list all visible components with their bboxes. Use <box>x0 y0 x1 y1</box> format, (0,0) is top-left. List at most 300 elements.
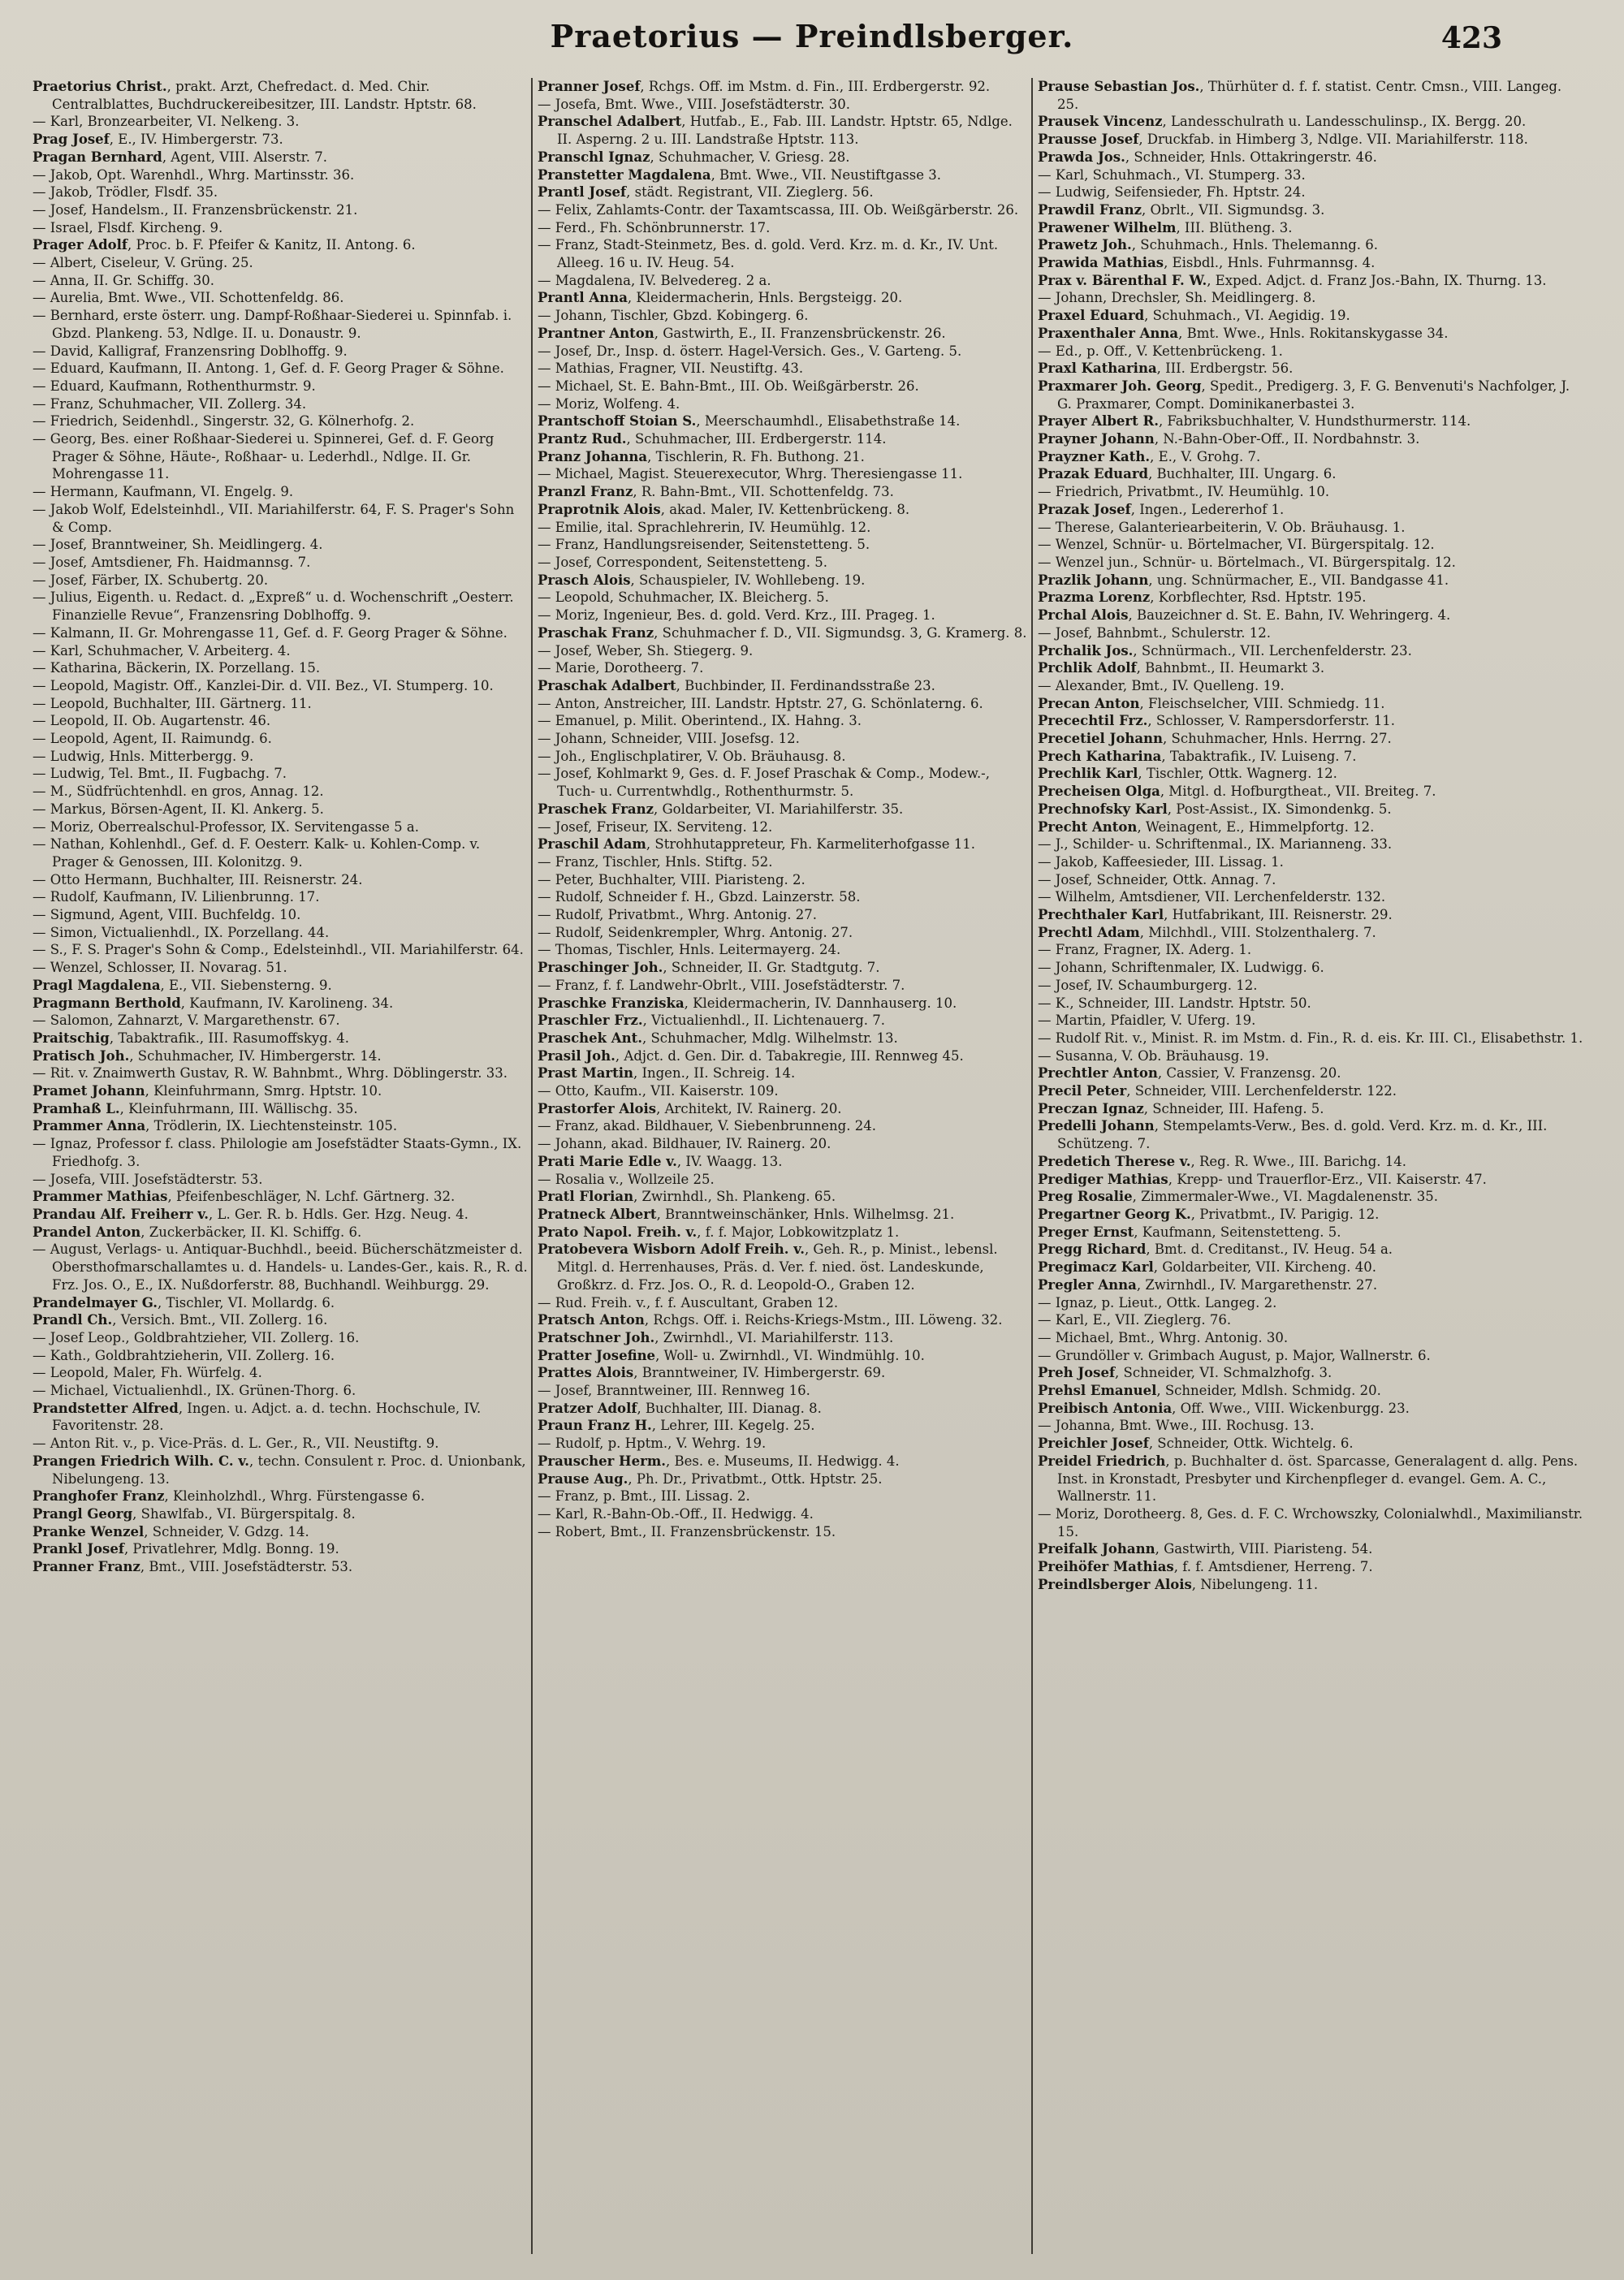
directory-entry <box>538 1047 1029 1065</box>
entry-details: — M., Südfrüchtenhdl. en gros, Annag. 12. <box>32 784 324 800</box>
directory-entry <box>1038 307 1583 325</box>
directory-entry <box>32 871 528 889</box>
entry-details: , Bes. e. Museums, II. Hedwigg. 4. <box>666 1453 900 1469</box>
entry-details: , Geh. R., p. Minist., lebensl. Mitgl. d. Herrenhauses, Präs. d. Ver. f. nied. öst. Landeskunde, Großkrz. d. Frz. Jos. O., R. d. Leopold-O., Graben 12. <box>557 1241 998 1293</box>
directory-entry <box>538 1505 1029 1523</box>
directory-entry <box>1038 1012 1583 1030</box>
entry-details: — Magdalena, IV. Belvedereg. 2 a. <box>538 272 771 288</box>
entry-name: Praschek Franz <box>538 801 654 817</box>
entry-name: Prandau Alf. Freiherr v. <box>32 1207 209 1222</box>
directory-entry <box>538 113 1029 148</box>
directory-entry <box>1038 589 1583 607</box>
entry-details: — Otto Hermann, Buchhalter, III. Reisnerstr. 24. <box>32 871 363 887</box>
directory-entry <box>1038 906 1583 924</box>
directory-entry <box>1038 765 1583 783</box>
entry-details: — Mathias, Fragner, VII. Neustiftg. 43. <box>538 361 804 377</box>
entry-details: — Wenzel, Schnür- u. Börtelmacher, VI. Bürgerspitalg. 12. <box>1038 537 1435 553</box>
directory-entry <box>32 1523 528 1541</box>
entry-name: Pratzer Adolf <box>538 1400 637 1416</box>
directory-entry <box>32 1505 528 1523</box>
entry-details: , Privatbmt., IV. Parigig. 12. <box>1190 1207 1380 1222</box>
entry-details: , Buchbinder, II. Ferdinandsstraße 23. <box>676 677 935 693</box>
entry-details: , Obrlt., VII. Sigmundsg. 3. <box>1142 201 1325 218</box>
entry-details: — Kath., Goldbrahtzieherin, VII. Zollerg. 16. <box>32 1347 335 1363</box>
directory-entry <box>538 289 1029 307</box>
entry-details: , Schneider, III. Hafeng. 5. <box>1143 1100 1324 1116</box>
entry-details: , Strohhutappreteur, Fh. Karmeliterhofgasse 11. <box>646 836 975 853</box>
directory-entry <box>1038 1382 1583 1400</box>
entry-details: — Markus, Börsen-Agent, II. Kl. Ankerg. 5. <box>32 801 324 817</box>
entry-name: Preg Rosalie <box>1038 1189 1133 1205</box>
entry-name: Pratneck Albert <box>538 1207 657 1222</box>
directory-entry <box>538 730 1029 748</box>
directory-entry <box>538 888 1029 906</box>
entry-details: , Thürhüter d. f. f. statist. Centr. Cmsn., VIII. Langeg. 25. <box>1057 79 1562 112</box>
directory-entry <box>538 395 1029 413</box>
directory-entry <box>538 712 1029 730</box>
entry-details: , Tischler, Ottk. Wagnerg. 12. <box>1138 766 1337 782</box>
entry-details: — Kalmann, II. Gr. Mohrengasse 11, Gef. d. F. Georg Prager & Söhne. <box>32 624 508 641</box>
directory-entry <box>1038 1259 1583 1276</box>
directory-entry <box>1038 642 1583 660</box>
directory-entry <box>538 572 1029 589</box>
directory-entry <box>538 941 1029 959</box>
directory-entry <box>1038 360 1583 378</box>
directory-entry <box>32 677 528 695</box>
entry-name: Preifalk Johann <box>1038 1541 1155 1557</box>
directory-entry <box>32 836 528 870</box>
directory-entry <box>32 1171 528 1189</box>
directory-entry <box>32 1012 528 1030</box>
directory-entry <box>538 78 1029 96</box>
entry-details: , Kleinfuhrmann, Smrg. Hptstr. 10. <box>145 1083 382 1099</box>
entry-details: , Weinagent, E., Himmelpfortg. 12. <box>1137 818 1375 835</box>
page-title: Praetorius — Preindlsberger. <box>550 18 1074 54</box>
entry-details: , Schnürmach., VII. Lerchenfelderstr. 23. <box>1133 642 1412 659</box>
directory-entry <box>538 465 1029 483</box>
directory-entry <box>1038 1453 1583 1505</box>
entry-name: Pranner Josef <box>538 79 641 94</box>
entry-details: — Johann, akad. Bildhauer, IV. Rainerg. 20. <box>538 1136 831 1152</box>
directory-entry <box>1038 1540 1583 1558</box>
directory-entry <box>538 1064 1029 1082</box>
entry-details: — Michael, Magist. Steuerexecutor, Whrg. Theresiengasse 11. <box>538 466 963 482</box>
entry-details: , Bmt., VIII. Josefstädterstr. 53. <box>140 1559 353 1575</box>
directory-entry <box>32 1241 528 1293</box>
entry-details: , Privatlehrer, Mdlg. Bonng. 19. <box>123 1541 339 1557</box>
directory-entry <box>32 1224 528 1241</box>
entry-details: , Cassier, V. Franzensg. 20. <box>1157 1065 1341 1082</box>
directory-entry <box>1038 1117 1583 1152</box>
entry-details: , Victualienhdl., II. Lichtenauerg. 7. <box>642 1013 885 1029</box>
entry-details: , Schneider, VIII. Lerchenfelderstr. 122. <box>1126 1083 1397 1099</box>
directory-entry <box>1038 677 1583 695</box>
entry-details: — Leopold, Agent, II. Raimundg. 6. <box>32 731 272 747</box>
entry-name: Pratl Florian <box>538 1189 634 1205</box>
entry-details: — Rudolf Rit. v., Minist. R. im Mstm. d. Fin., R. d. eis. Kr. III. Cl., Elisabethstr. 1. <box>1038 1030 1583 1046</box>
entry-details: , Bmt. Wwe., VII. Neustiftgasse 3. <box>710 166 941 183</box>
entry-details: , Ph. Dr., Privatbmt., Ottk. Hptstr. 25. <box>628 1470 883 1487</box>
entry-details: , Krepp- und Trauerflor-Erz., VII. Kaiserstr. 47. <box>1168 1171 1487 1187</box>
entry-details: — Martin, Pfaidler, V. Uferg. 19. <box>1038 1013 1256 1029</box>
directory-entry <box>32 1540 528 1558</box>
directory-entry <box>32 236 528 254</box>
entry-name: Prechtl Adam <box>1038 924 1140 940</box>
directory-entry <box>32 219 528 237</box>
entry-name: Pragmann Berthold <box>32 995 181 1011</box>
entry-name: Preczan Ignaz <box>1038 1100 1144 1116</box>
entry-name: Pregimacz Karl <box>1038 1259 1154 1276</box>
directory-entry <box>32 1558 528 1576</box>
entry-details: , Kaufmann, Seitenstetteng. 5. <box>1134 1224 1341 1240</box>
directory-entry <box>538 748 1029 766</box>
directory-entry <box>1038 1224 1583 1241</box>
entry-details: — Franz, akad. Bildhauer, V. Siebenbrunneng. 24. <box>538 1118 876 1134</box>
entry-details: — Franz, p. Bmt., III. Lissag. 2. <box>538 1488 750 1505</box>
directory-entry <box>32 1488 528 1505</box>
directory-entry <box>538 695 1029 713</box>
directory-entry <box>538 959 1029 977</box>
directory-entry <box>32 1453 528 1488</box>
directory-entry <box>1038 519 1583 537</box>
directory-entry <box>538 1294 1029 1312</box>
directory-entry <box>538 818 1029 836</box>
directory-entry <box>1038 1153 1583 1171</box>
entry-name: Prehsl Emanuel <box>1038 1383 1157 1399</box>
entry-name: Preihöfer Mathias <box>1038 1559 1174 1575</box>
entry-details: — Ed., p. Off., V. Kettenbrückeng. 1. <box>1038 343 1283 359</box>
directory-entry <box>1038 624 1583 642</box>
entry-details: — Jakob, Kaffeesieder, III. Lissag. 1. <box>1038 853 1284 870</box>
directory-entry <box>32 254 528 272</box>
entry-name: Praschek Ant. <box>538 1030 642 1046</box>
entry-details: — Alexander, Bmt., IV. Quelleng. 19. <box>1038 677 1285 693</box>
entry-details: — David, Kalligraf, Franzensring Doblhoffg. 9. <box>32 343 348 359</box>
entry-details: — Simon, Victualienhdl., IX. Porzellang. 44. <box>32 924 330 940</box>
entry-name: Praxenthaler Anna <box>1038 325 1179 341</box>
directory-entry <box>1038 730 1583 748</box>
entry-details: , prakt. Arzt, Chefredact. d. Med. Chir. Centralblattes, Buchdruckereibesitzer, III. Landstr. Hptstr. 68. <box>52 79 477 112</box>
entry-details: — Albert, Ciseleur, V. Grüng. 25. <box>32 255 253 271</box>
entry-details: , Shawlfab., VI. Bürgerspitalg. 8. <box>132 1505 356 1522</box>
entry-details: — Rudolf, p. Hptm., V. Wehrg. 19. <box>538 1436 767 1452</box>
column-2 <box>538 78 1029 2258</box>
directory-entry <box>32 977 528 995</box>
entry-name: Pratschner Joh. <box>538 1329 655 1345</box>
directory-entry <box>1038 1047 1583 1065</box>
entry-details: , Fleischselcher, VIII. Schmiedg. 11. <box>1139 695 1385 711</box>
column-3 <box>1038 78 1583 2258</box>
entry-name: Praun Franz H. <box>538 1418 652 1434</box>
entry-details: — Ignaz, Professor f. class. Philologie am Josefstädter Staats-Gymn., IX. Friedhofg. 3. <box>32 1136 522 1169</box>
directory-entry <box>538 1012 1029 1030</box>
entry-details: , Schneider, II. Gr. Stadtgutg. 7. <box>663 960 880 976</box>
entry-details: , Lehrer, III. Kegelg. 25. <box>651 1418 815 1434</box>
directory-entry <box>538 360 1029 378</box>
entry-details: , Schneider, VI. Schmalzhofg. 3. <box>1115 1365 1332 1381</box>
directory-entry <box>538 1435 1029 1453</box>
directory-entry <box>538 219 1029 237</box>
directory-entry <box>538 906 1029 924</box>
entry-details: , Schuhmacher, Mdlg. Wilhelmstr. 13. <box>641 1030 898 1046</box>
entry-name: Prandstetter Alfred <box>32 1400 179 1416</box>
entry-name: Pragl Magdalena <box>32 977 161 993</box>
entry-name: Praitschig <box>32 1030 110 1046</box>
entry-details: — Franz, f. f. Landwehr-Obrlt., VIII. Josefstädterstr. 7. <box>538 977 905 993</box>
entry-details: — Emanuel, p. Milit. Oberintend., IX. Hahng. 3. <box>538 713 862 729</box>
directory-entry <box>1038 748 1583 766</box>
directory-entry <box>1038 149 1583 166</box>
entry-details: — Josef, Schneider, Ottk. Annag. 7. <box>1038 871 1276 887</box>
entry-details: , Eisbdl., Hnls. Fuhrmannsg. 4. <box>1164 255 1376 271</box>
entry-name: Prastorfer Alois <box>538 1100 657 1116</box>
directory-entry <box>1038 219 1583 237</box>
entry-details: — Rudolf, Privatbmt., Whrg. Antonig. 27. <box>538 907 818 923</box>
entry-details: , Tabaktrafik., III. Rasumoffskyg. 4. <box>109 1030 350 1046</box>
entry-details: , Schuhmach., Hnls. Thelemanng. 6. <box>1131 237 1379 253</box>
entry-name: Preichler Josef <box>1038 1436 1149 1452</box>
entry-name: Prawetz Joh. <box>1038 237 1132 253</box>
entry-name: Pratobevera Wisborn Adolf Freih. v. <box>538 1241 805 1258</box>
entry-details: — Josef, Kohlmarkt 9, Ges. d. F. Josef Praschak & Comp., Modew.-, Tuch- u. Currentwhdlg., Rothenthurmstr. 5. <box>538 766 991 800</box>
directory-entry <box>1038 695 1583 713</box>
entry-details: , Stempelamts-Verw., Bes. d. gold. Verd. Krz. m. d. Kr., III. Schützeng. 7. <box>1057 1118 1548 1152</box>
entry-details: , f. f. Amtsdiener, Herreng. 7. <box>1173 1559 1373 1575</box>
directory-entry <box>32 765 528 783</box>
directory-entry <box>1038 1276 1583 1294</box>
entry-details: , Schuhmach., VI. Aegidig. 19. <box>1144 308 1350 324</box>
entry-details: , Gastwirth, E., II. Franzensbrückenstr. 26. <box>654 325 946 341</box>
directory-entry <box>32 78 528 113</box>
entry-details: — Franz, Fragner, IX. Aderg. 1. <box>1038 942 1252 958</box>
entry-details: — Josef, Färber, IX. Schubertg. 20. <box>32 572 269 588</box>
directory-entry <box>32 624 528 642</box>
entry-details: , p. Buchhalter d. öst. Sparcasse, Generalagent d. allg. Pens. Inst. in Kronstadt, Presbyter und Kirchenpfleger d. evangel. Gem. A. C., Wallnerstr. 11. <box>1057 1453 1579 1505</box>
entry-details: — Johann, Schriftenmaler, IX. Ludwigg. 6. <box>1038 960 1324 976</box>
directory-entry <box>32 1117 528 1135</box>
entry-name: Prantz Rud. <box>538 431 627 447</box>
directory-entry <box>538 1488 1029 1505</box>
entry-details: , Schuhmacher, IV. Himbergerstr. 14. <box>129 1047 382 1064</box>
directory-entry <box>32 818 528 836</box>
entry-name: Prayzner Kath. <box>1038 448 1151 464</box>
entry-details: — Friedrich, Privatbmt., IV. Heumühlg. 10. <box>1038 484 1330 500</box>
entry-name: Pragan Bernhard <box>32 149 162 165</box>
directory-entry <box>1038 1294 1583 1312</box>
directory-entry <box>538 448 1029 466</box>
entry-details: — K., Schneider, III. Landstr. Hptstr. 50. <box>1038 995 1311 1011</box>
entry-name: Prauscher Herm. <box>538 1453 667 1469</box>
entry-details: , städt. Registrant, VII. Zieglerg. 56. <box>626 184 874 201</box>
entry-name: Prchal Alois <box>1038 607 1129 624</box>
entry-details: , Architekt, IV. Rainerg. 20. <box>656 1100 842 1116</box>
entry-name: Pramet Johann <box>32 1083 145 1099</box>
directory-entry <box>32 1082 528 1100</box>
directory-entry <box>32 1435 528 1453</box>
entry-name: Prantschoff Stoian S. <box>538 413 697 430</box>
entry-name: Predelli Johann <box>1038 1118 1155 1134</box>
entry-details: , Bahnbmt., II. Heumarkt 3. <box>1136 660 1325 676</box>
entry-details: — Michael, St. E. Bahn-Bmt., III. Ob. Weißgärberstr. 26. <box>538 378 919 394</box>
entry-details: — Jakob Wolf, Edelsteinhdl., VII. Mariahilferstr. 64, F. S. Prager's Sohn & Comp. <box>32 501 515 535</box>
directory-entry <box>32 642 528 660</box>
directory-entry <box>1038 801 1583 818</box>
directory-entry <box>538 1030 1029 1047</box>
entry-details: — Friedrich, Seidenhdl., Singerstr. 32, G. Kölnerhofg. 2. <box>32 413 415 430</box>
entry-details: , Zwirnhdl., VI. Mariahilferstr. 113. <box>654 1329 894 1345</box>
directory-entry <box>1038 536 1583 554</box>
entry-name: Praschak Adalbert <box>538 677 676 693</box>
entry-details: — S., F. S. Prager's Sohn & Comp., Edelsteinhdl., VII. Mariahilferstr. 64. <box>32 942 524 958</box>
entry-name: Prchlik Adolf <box>1038 660 1137 676</box>
directory-entry <box>1038 166 1583 184</box>
entry-details: , Proc. b. F. Pfeifer & Kanitz, II. Antong. 6. <box>127 237 416 253</box>
directory-entry <box>1038 1206 1583 1224</box>
directory-entry <box>1038 1030 1583 1047</box>
entry-details: — Anton, Anstreicher, III. Landstr. Hptstr. 27, G. Schönlaterng. 6. <box>538 695 983 711</box>
entry-details: — Jakob, Opt. Warenhdl., Whrg. Martinsstr. 36. <box>32 166 355 183</box>
entry-details: , Versich. Bmt., VII. Zollerg. 16. <box>112 1312 328 1328</box>
entry-details: , Agent, VIII. Alserstr. 7. <box>162 149 327 165</box>
page-header <box>0 15 1624 65</box>
entry-details: , Branntweiner, IV. Himbergerstr. 69. <box>633 1365 886 1381</box>
entry-details: — Ludwig, Hnls. Mitterbergg. 9. <box>32 748 254 764</box>
directory-entry <box>538 1082 1029 1100</box>
entry-details: — Karl, Schuhmach., VI. Stumperg. 33. <box>1038 166 1306 183</box>
entry-details: — Josefa, Bmt. Wwe., VIII. Josefstädterstr. 30. <box>538 96 850 112</box>
entry-name: Pranner Franz <box>32 1559 140 1575</box>
directory-entry <box>1038 412 1583 430</box>
entry-details: — Wenzel jun., Schnür- u. Börtelmach., VI. Bürgerspitalg. 12. <box>1038 554 1456 570</box>
directory-entry <box>32 801 528 818</box>
directory-entry <box>1038 201 1583 219</box>
entry-details: — Katharina, Bäckerin, IX. Porzellang. 15. <box>32 660 321 676</box>
entry-name: Prangl Georg <box>32 1505 133 1522</box>
directory-entry <box>538 1188 1029 1206</box>
directory-entry <box>1038 977 1583 995</box>
entry-details: — Nathan, Kohlenhdl., Gef. d. F. Oesterr. Kalk- u. Kohlen-Comp. v. Prager & Genossen, III. Kolonitzg. 9. <box>32 836 481 870</box>
entry-name: Prechlik Karl <box>1038 766 1138 782</box>
directory-entry <box>538 201 1029 219</box>
directory-entry <box>538 519 1029 537</box>
entry-name: Preindlsberger Alois <box>1038 1576 1192 1592</box>
entry-details: — Therese, Galanteriearbeiterin, V. Ob. Bräuhausg. 1. <box>1038 519 1406 535</box>
directory-entry <box>32 378 528 395</box>
directory-entry <box>1038 1329 1583 1347</box>
entry-name: Prato Napol. Freih. v. <box>538 1224 698 1240</box>
entry-name: Pratter Josefine <box>538 1347 656 1363</box>
entry-details: , Tischlerin, R. Fh. Buthong. 21. <box>647 448 865 464</box>
entry-details: — Leopold, Magistr. Off., Kanzlei-Dir. d. VII. Bez., VI. Stumperg. 10. <box>32 677 494 693</box>
directory-entry <box>538 96 1029 114</box>
entry-name: Prechnofsky Karl <box>1038 801 1168 817</box>
directory-entry <box>1038 325 1583 343</box>
entry-name: Prausse Josef <box>1038 132 1139 148</box>
directory-entry <box>1038 236 1583 254</box>
directory-entry <box>1038 554 1583 572</box>
entry-details: — Josef, IV. Schaumburgerg. 12. <box>1038 977 1258 993</box>
directory-entry <box>32 995 528 1013</box>
directory-entry <box>538 536 1029 554</box>
entry-details: — Johann, Tischler, Gbzd. Kobingerg. 6. <box>538 308 809 324</box>
directory-entry <box>538 624 1029 642</box>
entry-details: — Karl, Schuhmacher, V. Arbeiterg. 4. <box>32 642 291 659</box>
entry-name: Prammer Mathias <box>32 1189 168 1205</box>
entry-details: , Woll- u. Zwirnhdl., VI. Windmühlg. 10. <box>655 1347 925 1363</box>
directory-entry <box>1038 1558 1583 1576</box>
directory-entry <box>538 1364 1029 1382</box>
entry-details: — Susanna, V. Ob. Bräuhausg. 19. <box>1038 1047 1269 1064</box>
directory-entry <box>538 343 1029 361</box>
directory-entry <box>538 924 1029 942</box>
entry-details: , Zwirnhdl., IV. Margarethenstr. 27. <box>1136 1276 1378 1293</box>
directory-entry <box>538 836 1029 853</box>
directory-entry <box>32 730 528 748</box>
entry-details: , Rchgs. Off. im Mstm. d. Fin., III. Erdbergerstr. 92. <box>640 79 991 94</box>
directory-entry <box>538 1224 1029 1241</box>
directory-entry <box>1038 113 1583 131</box>
entry-details: — Emilie, ital. Sprachlehrerin, IV. Heumühlg. 12. <box>538 519 871 535</box>
directory-entry <box>1038 448 1583 466</box>
directory-entry <box>1038 871 1583 889</box>
entry-name: Precht Anton <box>1038 818 1138 835</box>
directory-entry <box>1038 1188 1583 1206</box>
directory-entry <box>1038 607 1583 624</box>
entry-details: , f. f. Major, Lobkowitzplatz 1. <box>697 1224 900 1240</box>
entry-details: — Rudolf, Seidenkrempler, Whrg. Antonig. 27. <box>538 924 853 940</box>
column-divider <box>531 78 533 2254</box>
entry-name: Prantner Anton <box>538 325 654 341</box>
entry-details: — Leopold, Buchhalter, III. Gärtnerg. 11. <box>32 695 312 711</box>
entry-details: — Wilhelm, Amtsdiener, VII. Lerchenfelderstr. 132. <box>1038 889 1386 905</box>
entry-name: Preh Josef <box>1038 1365 1116 1381</box>
directory-entry <box>32 748 528 766</box>
entry-details: , Bauzeichner d. St. E. Bahn, IV. Wehringerg. 4. <box>1128 607 1451 624</box>
page-number: 423 <box>1440 21 1502 55</box>
entry-details: , Ingen., Ledererhof 1. <box>1130 501 1285 517</box>
entry-details: — Otto, Kaufm., VII. Kaiserstr. 109. <box>538 1083 779 1099</box>
entry-details: — Ludwig, Seifensieder, Fh. Hptstr. 24. <box>1038 184 1306 201</box>
entry-details: — Johann, Schneider, VIII. Josefsg. 12. <box>538 731 800 747</box>
entry-details: , Kleinholzhdl., Whrg. Fürstengasse 6. <box>164 1488 425 1505</box>
entry-details: — Michael, Bmt., Whrg. Antonig. 30. <box>1038 1329 1289 1345</box>
directory-entry <box>1038 1311 1583 1329</box>
entry-details: , R. Bahn-Bmt., VII. Schottenfeldg. 73. <box>633 484 894 500</box>
directory-entry <box>538 325 1029 343</box>
directory-entry <box>538 871 1029 889</box>
entry-details: , techn. Consulent r. Proc. d. Unionbank, Nibelungeng. 13. <box>52 1453 526 1487</box>
directory-entry <box>538 1347 1029 1365</box>
entry-details: — Eduard, Kaufmann, II. Antong. 1, Gef. d. F. Georg Prager & Söhne. <box>32 361 504 377</box>
entry-details: , Hutfab., E., Fab. III. Landstr. Hptstr. 65, Ndlge. II. Asperng. 2 u. III. Landstraße Hptstr. 113. <box>557 114 1013 148</box>
directory-entry <box>538 995 1029 1013</box>
directory-entry <box>32 695 528 713</box>
entry-details: — Moriz, Dorotheerg. 8, Ges. d. F. C. Wrchowszky, Colonialwhdl., Maximilianstr. 15. <box>1038 1505 1583 1539</box>
entry-name: Prawida Mathias <box>1038 255 1164 271</box>
directory-entry <box>32 201 528 219</box>
entry-name: Prayer Albert R. <box>1038 413 1159 430</box>
entry-details: — Karl, Bronzearbeiter, VI. Nelkeng. 3. <box>32 114 300 130</box>
entry-details: , Exped. Adjct. d. Franz Jos.-Bahn, IX. Thurng. 13. <box>1207 272 1547 288</box>
directory-entry <box>538 677 1029 695</box>
directory-entry <box>1038 272 1583 290</box>
directory-entry <box>1038 836 1583 853</box>
entry-details: , Korbflechter, Rsd. Hptstr. 195. <box>1150 589 1367 606</box>
directory-entry <box>32 501 528 536</box>
entry-details: — Leopold, Maler, Fh. Würfelg. 4. <box>32 1365 262 1381</box>
directory-entry <box>32 395 528 413</box>
entry-name: Prandel Anton <box>32 1224 141 1240</box>
